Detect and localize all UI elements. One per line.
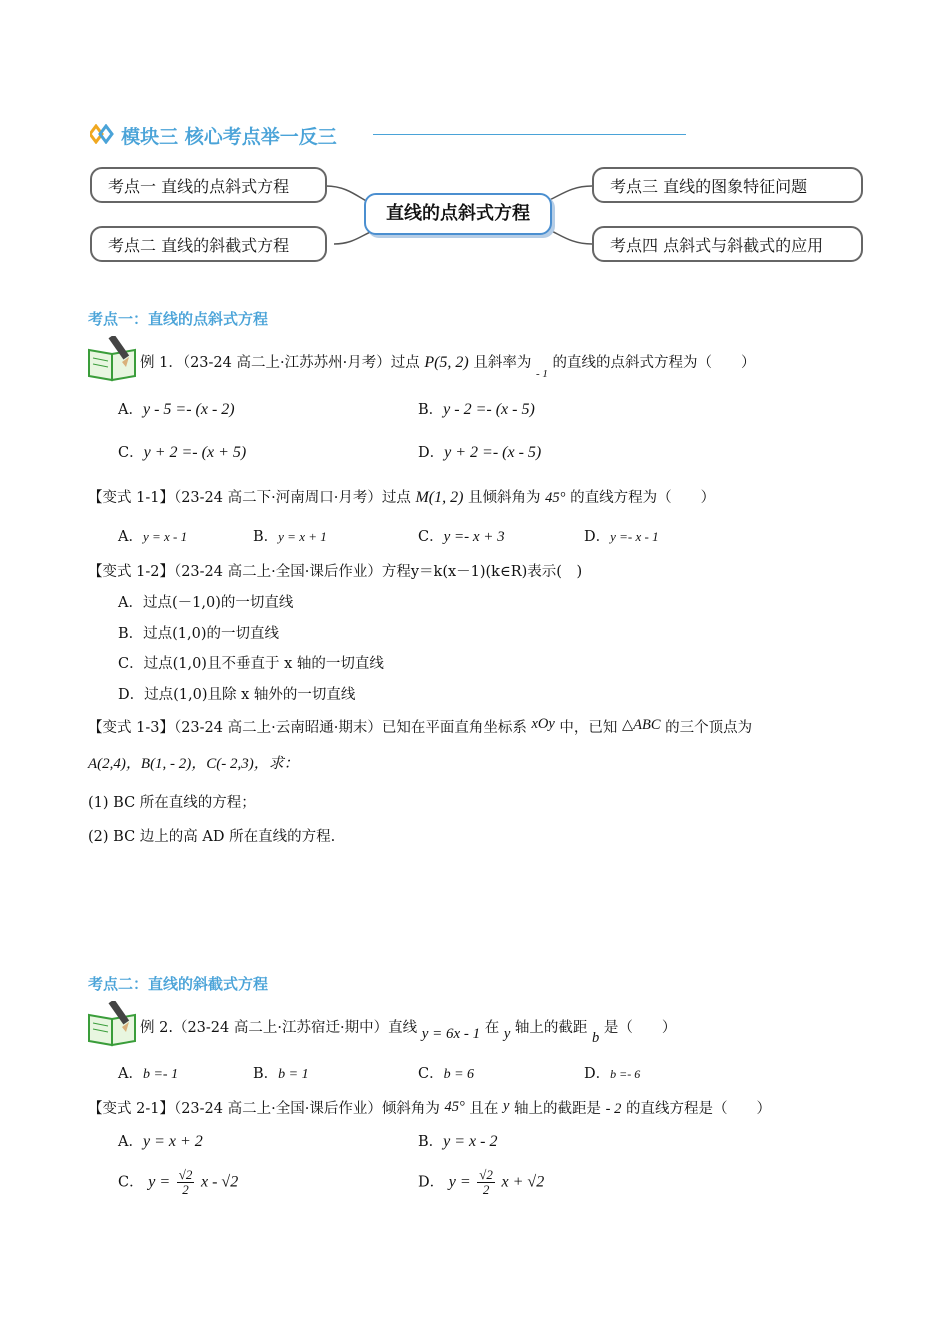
book-pencil-icon [86, 336, 140, 386]
mindmap-node-topic4: 考点四 点斜式与斜截式的应用 [592, 226, 863, 262]
v12-option-a: A．过点(－1,0)的一切直线 [118, 595, 294, 611]
v12-option-c: C．过点(1,0)且不垂直于 x 轴的一切直线 [118, 656, 384, 672]
v13-subq1: (1) BC 所在直线的方程； [88, 795, 256, 811]
v21-option-c: C． y = $\frac{√2}{2}$ x - √2 [118, 1167, 239, 1197]
v12-option-d: D．过点(1,0)且除 x 轴外的一切直线 [118, 687, 356, 703]
ex2-option-c: C．b = 6 [418, 1066, 475, 1082]
sqrt2-over-2-fraction: $\frac{√2}{2}$ [479, 1167, 493, 1197]
section1-title: 考点一：直线的点斜式方程 [88, 310, 269, 328]
v12-option-b: B．过点(1,0)的一切直线 [118, 626, 280, 642]
v21-option-a: A．y = x + 2 [118, 1133, 203, 1150]
double-diamond-icon [90, 124, 116, 148]
v21-option-d: D． y = $\frac{√2}{2}$ x + √2 [418, 1167, 545, 1197]
ex1-question: 例 1．（23-24 高二上·江苏苏州·月考）过点 P(5, 2) 且斜率为 $_{- 1}$ 的直线的点斜式方程为（ ） [140, 354, 756, 380]
mindmap-center: 直线的点斜式方程 [364, 193, 552, 235]
v11-option-b: B．y = x + 1 [253, 529, 327, 545]
ex2-option-d: D．b =- 6 [584, 1066, 641, 1082]
v11-option-a: A．y = x - 1 [118, 529, 188, 545]
ex1-option-b: B．y - 2 =- (x - 5) [418, 401, 535, 418]
ex1-option-a: A．y - 5 =- (x - 2) [118, 401, 235, 418]
v13-vertices: A(2,4)，B(1, - 2)，C(- 2,3)，求： [88, 756, 299, 772]
v13-subq2: (2) BC 边上的高 AD 所在直线的方程. [88, 829, 336, 845]
v21-question: 【变式 2-1】（23-24 高二上·全国·课后作业）倾斜角为 45° 且在 y 轴上的截距是 - 2 的直线方程是（ ） [88, 1098, 771, 1117]
header-rule [373, 134, 686, 135]
v13-question: 【变式 1-3】（23-24 高二上·云南昭通·期末）已知在平面直角坐标系 xOy 中，已知 △ABC 的三个顶点为 [88, 716, 753, 736]
ex2-question: 例 2.（23-24 高二上·江苏宿迁·期中）直线 y = 6x - 1 在 y 轴上的截距 b 是（ ） [140, 1020, 677, 1046]
v11-option-c: C．y =- x + 3 [418, 529, 505, 545]
ex2-option-a: A．b =- 1 [118, 1066, 179, 1082]
v12-question: 【变式 1-2】（23-24 高二上·全国·课后作业）方程y＝k(x－1)(k∈R)表示( ) [88, 564, 583, 580]
book-pencil-icon [86, 1001, 140, 1051]
ex2-option-b: B．b = 1 [253, 1066, 309, 1082]
v11-question: 【变式 1-1】（23-24 高二下·河南周口·月考）过点 M(1, 2) 且倾斜角为 45° 的直线方程为（ ） [88, 489, 716, 506]
module-header [90, 122, 337, 149]
section2-title: 考点二：直线的斜截式方程 [88, 975, 269, 993]
mindmap-node-topic3: 考点三 直线的图象特征问题 [592, 167, 863, 203]
v21-option-b: B．y = x - 2 [418, 1133, 498, 1150]
module-title: 模块三 核心考点举一反三 [121, 126, 337, 148]
ex1-option-c: C．y + 2 =- (x + 5) [118, 444, 247, 461]
v11-option-d: D．y =- x - 1 [584, 529, 659, 545]
ex1-option-d: D．y + 2 =- (x - 5) [418, 444, 542, 461]
mindmap-node-topic1: 考点一 直线的点斜式方程 [90, 167, 327, 203]
sqrt2-over-2-fraction: $\frac{√2}{2}$ [178, 1167, 193, 1197]
mindmap-node-topic2: 考点二 直线的斜截式方程 [90, 226, 327, 262]
